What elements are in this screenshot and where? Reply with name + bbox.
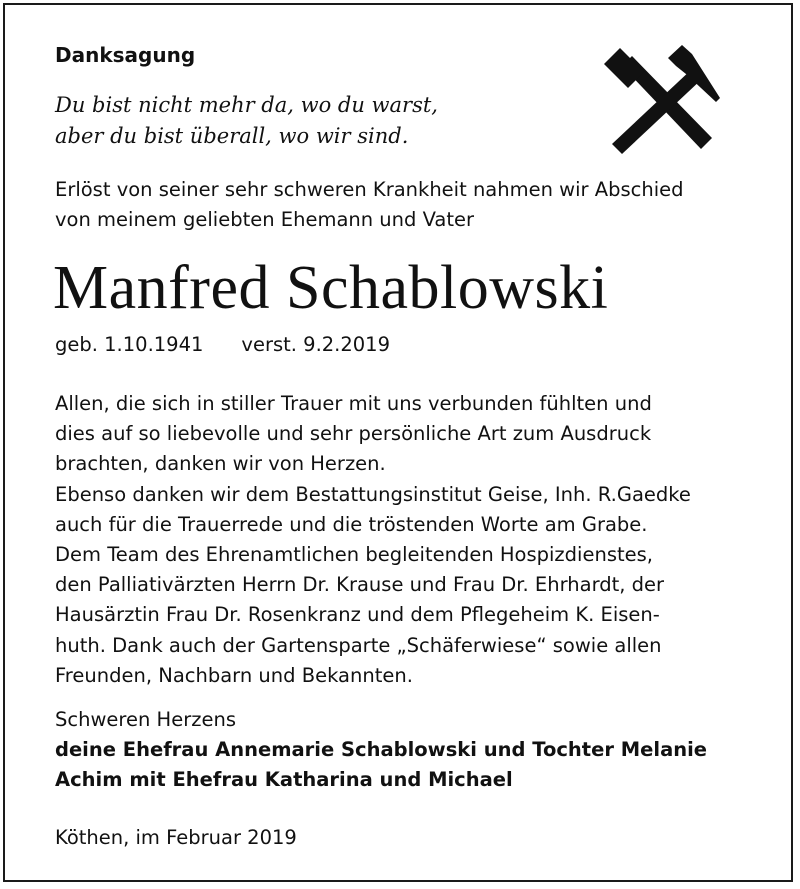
thanks-line: dies auf so liebevolle und sehr persönliche Art zum Ausdruck (55, 422, 652, 446)
intro-text (55, 175, 775, 235)
thanks-line: Allen, die sich in stiller Trauer mit uns verbunden fühlten und (55, 392, 652, 415)
thanks-line: Ebenso danken wir dem Bestattungsinstitut Geise, Inh. R.Gaedke (55, 482, 691, 506)
intro-line: von meinem geliebten Ehemann und Vater (55, 208, 475, 231)
thanks-line: den Palliativärzten Herrn Dr. Krause und Frau Dr. Ehrhardt, der (55, 573, 665, 597)
thanks-text (55, 389, 775, 691)
intro-line: Erlöst von seiner sehr schweren Krankheit nahmen wir Abschied (55, 178, 684, 201)
notice-heading: Danksagung (55, 43, 196, 67)
family-line: deine Ehefrau Annemarie Schablowski und Tochter Melanie (55, 738, 708, 761)
quote-line: Du bist nicht mehr da, wo du warst, (55, 93, 438, 117)
thanks-line: huth. Dank auch der Gartensparte „Schäferwiese“ sowie allen (55, 633, 662, 657)
family-line: Achim mit Ehefrau Katharina und Michael (55, 768, 513, 791)
closing-line: Schweren Herzens (55, 708, 236, 731)
thanks-line: brachten, danken wir von Herzen. (55, 452, 386, 476)
deceased-name: Manfred Schablowski (53, 254, 609, 322)
birth-date: geb. 1.10.1941 (55, 333, 204, 356)
place-and-date: Köthen, im Februar 2019 (55, 826, 297, 849)
life-dates (55, 330, 390, 360)
death-date: verst. 9.2.2019 (241, 333, 390, 356)
hammer-and-pick-icon (600, 42, 722, 160)
thanks-line: auch für die Trauerrede und die tröstenden Worte am Grabe. (55, 512, 648, 536)
quote-line: aber du bist überall, wo wir sind. (55, 124, 409, 148)
thanks-line: Dem Team des Ehrenamtlichen begleitenden Hospizdienstes, (55, 543, 653, 567)
thanks-line: Freunden, Nachbarn und Bekannten. (55, 663, 413, 687)
memorial-quote (55, 90, 575, 152)
thanks-line: Hausärztin Frau Dr. Rosenkranz und dem Pflegeheim K. Eisen- (55, 603, 660, 627)
closing-block (55, 705, 775, 795)
